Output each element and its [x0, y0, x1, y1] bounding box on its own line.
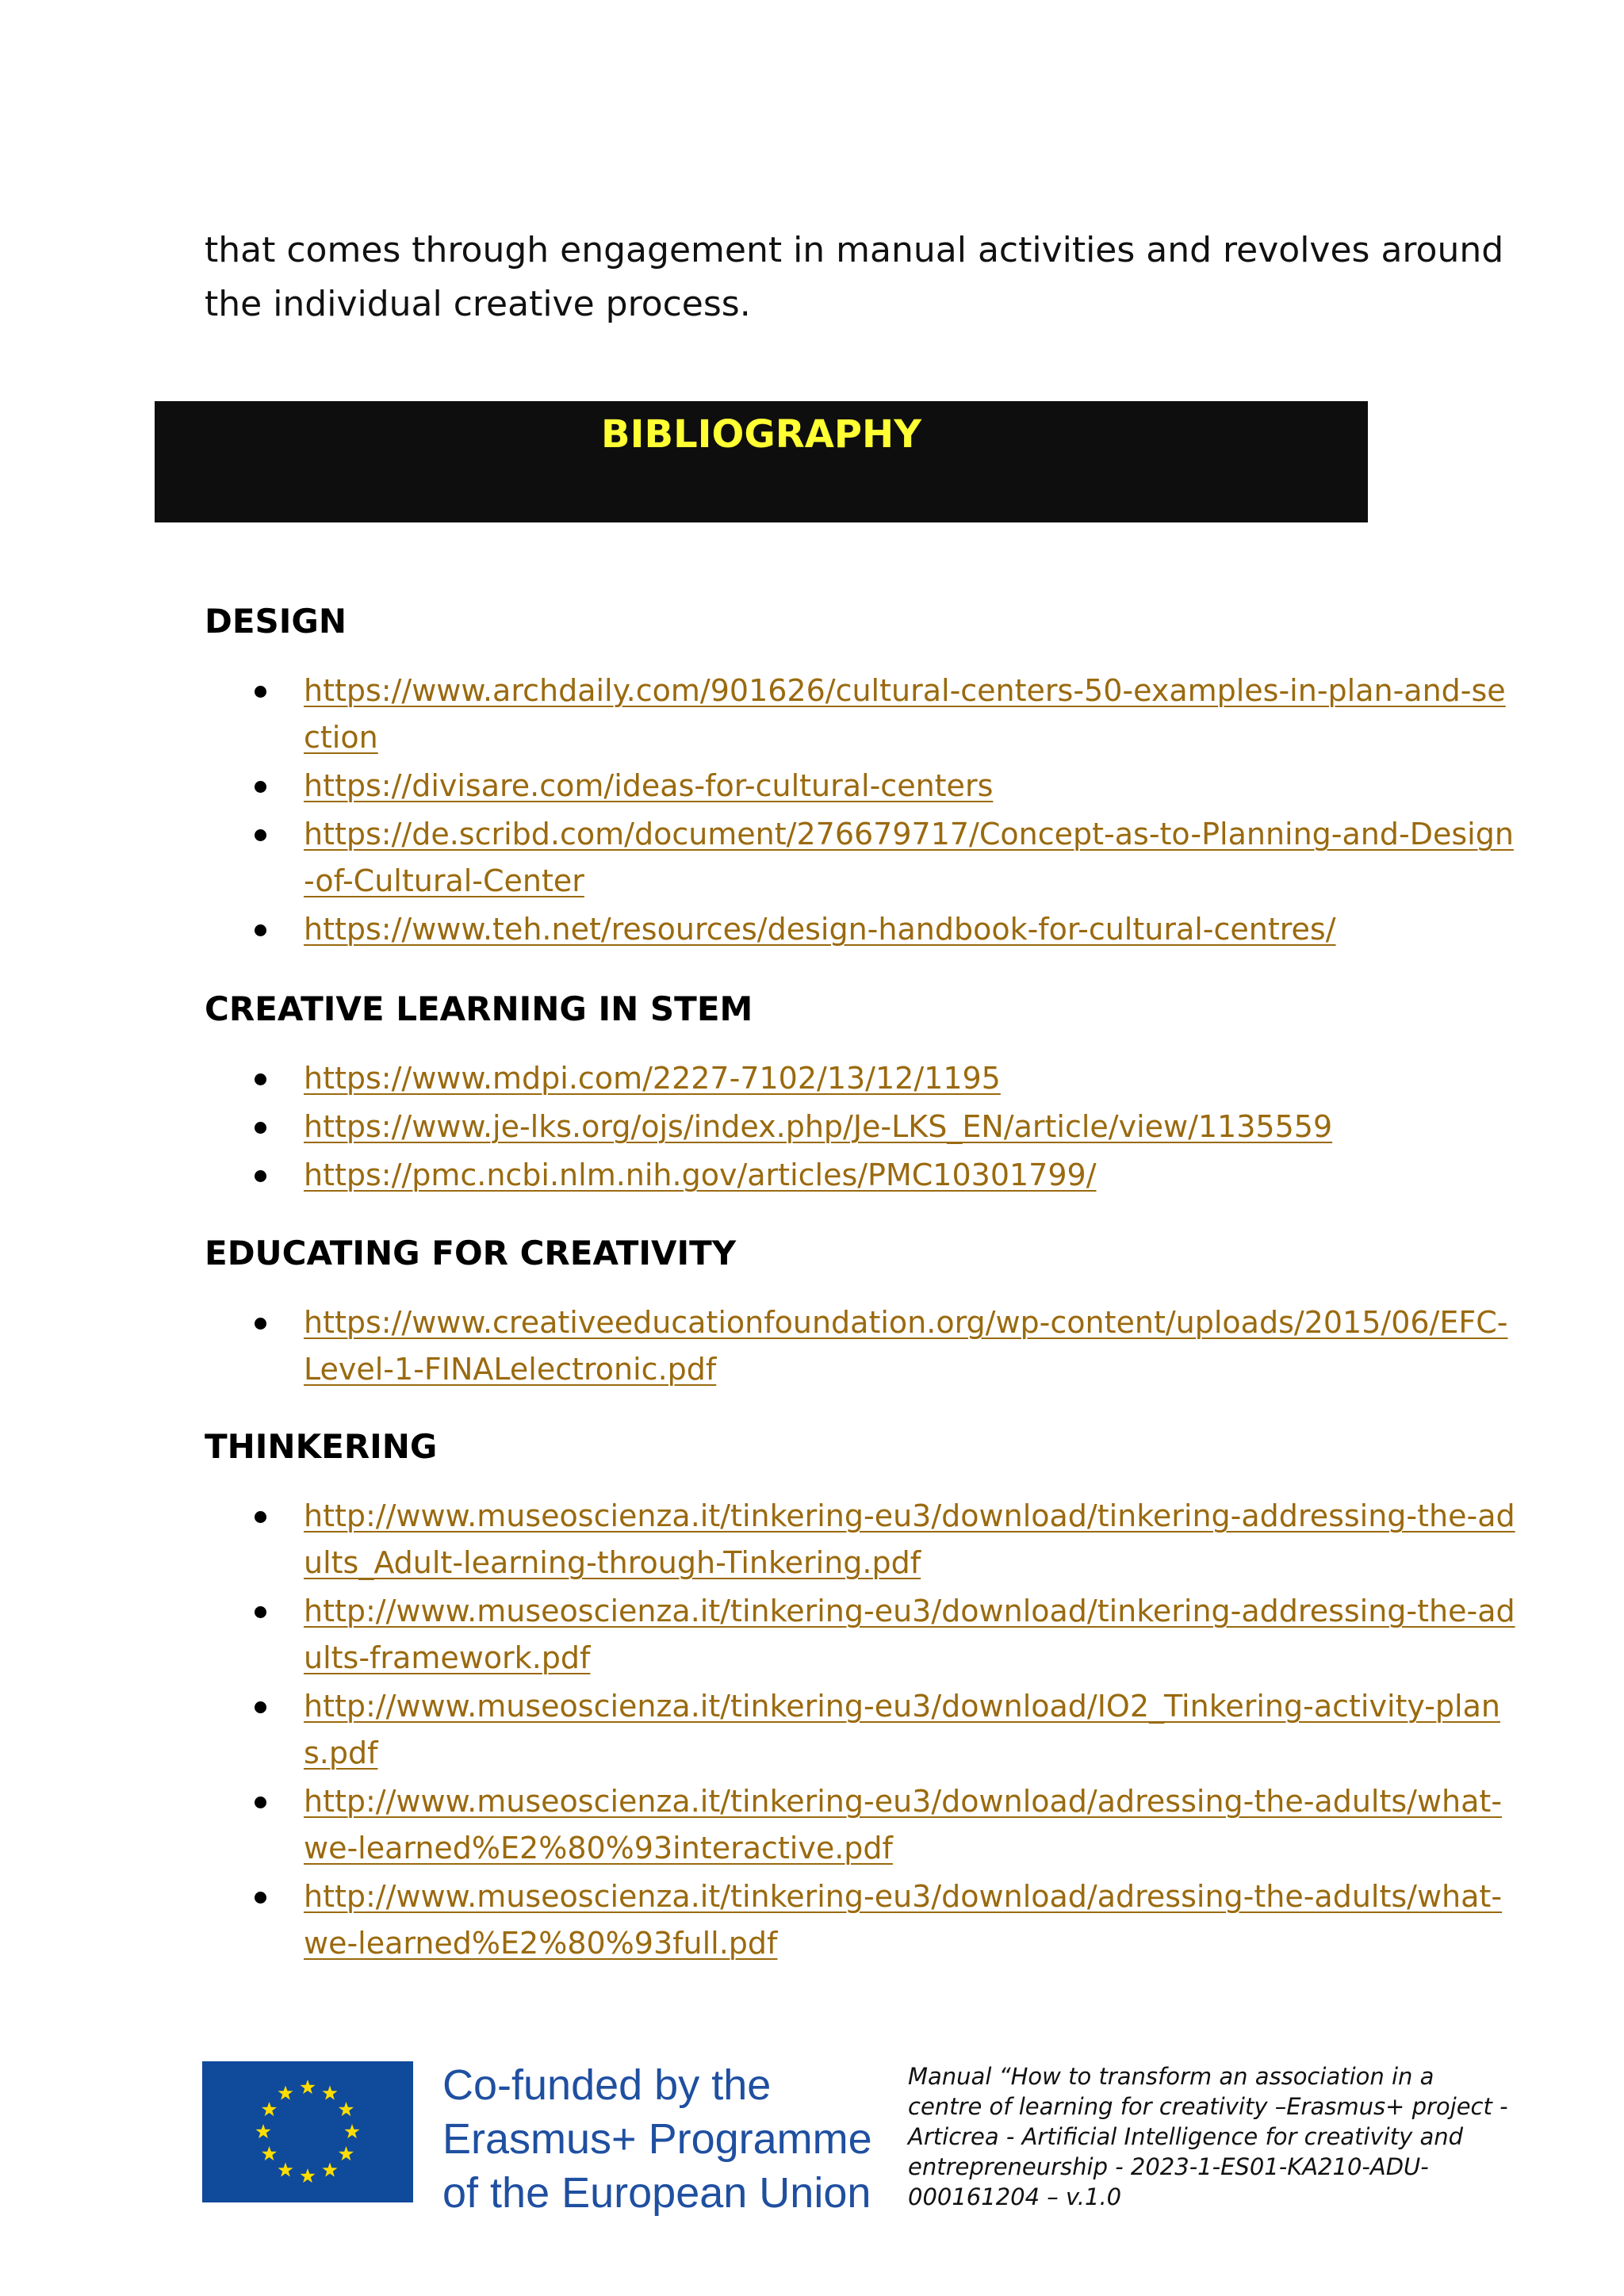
section-thinkering — [205, 1425, 1521, 1969]
link-list — [205, 668, 1521, 953]
list-item — [205, 1104, 1521, 1150]
star-icon — [278, 2086, 293, 2100]
bibliography-title: BIBLIOGRAPHY — [601, 412, 921, 457]
bibliography-link[interactable]: http://www.museoscienza.it/tinkering-eu3/download/IO2_Tinkering-activity-plans.pdf — [304, 1689, 1500, 1770]
list-item — [205, 763, 1521, 809]
bullet-icon — [255, 1318, 266, 1330]
link-list — [205, 1055, 1521, 1199]
section-creative-learning-stem — [205, 987, 1521, 1200]
section-heading: EDUCATING FOR CREATIVITY — [205, 1234, 737, 1272]
link-list — [205, 1493, 1521, 1967]
cofunded-line: Co-funded by the — [442, 2061, 772, 2109]
list-item — [205, 668, 1521, 761]
star-icon — [322, 2086, 337, 2100]
star-icon — [300, 2080, 315, 2094]
list-item — [205, 1873, 1521, 1967]
star-icon — [262, 2146, 277, 2160]
star-icon — [344, 2124, 359, 2138]
bibliography-banner — [155, 401, 1368, 522]
bullet-icon — [255, 1170, 266, 1182]
section-design — [205, 599, 1521, 955]
bullet-icon — [255, 1797, 266, 1808]
link-list — [205, 1299, 1521, 1393]
cofunded-label — [442, 2058, 902, 2220]
bullet-icon — [255, 1511, 266, 1523]
bibliography-link[interactable]: http://www.museoscienza.it/tinkering-eu3/download/tinkering-addressing-the-adults_Adult-learning-through-Tinkering.pdf — [304, 1498, 1515, 1580]
bibliography-link[interactable]: http://www.museoscienza.it/tinkering-eu3/download/adressing-the-adults/what-we-learned%E2%80%93interactive.pdf — [304, 1784, 1503, 1866]
bibliography-link[interactable]: https://www.teh.net/resources/design-handbook-for-cultural-centres/ — [304, 912, 1336, 947]
list-item — [205, 1588, 1521, 1682]
bibliography-link[interactable]: http://www.museoscienza.it/tinkering-eu3/download/adressing-the-adults/what-we-learned%E2%80%93full.pdf — [304, 1879, 1503, 1961]
star-icon — [339, 2102, 354, 2116]
list-item — [205, 906, 1521, 953]
star-icon — [278, 2163, 293, 2177]
bullet-icon — [255, 686, 266, 698]
list-item — [205, 1493, 1521, 1586]
bullet-icon — [255, 924, 266, 936]
manual-footnote: Manual “How to transform an association in a centre of learning for creativity –Erasmus+ project - Articrea - Artificial Intelligence for creativity and entrepreneurship - 2023-1-ES01-KA210-ADU-000161204 – v.1.0 — [908, 2063, 1508, 2210]
star-icon — [300, 2168, 315, 2183]
bullet-icon — [255, 781, 266, 793]
bibliography-link[interactable]: https://www.mdpi.com/2227-7102/13/12/1195 — [304, 1061, 1001, 1096]
section-heading: THINKERING — [205, 1427, 438, 1466]
list-item — [205, 1152, 1521, 1199]
list-item — [205, 811, 1521, 905]
star-icon — [339, 2146, 354, 2160]
bullet-icon — [255, 1122, 266, 1134]
bullet-icon — [255, 1606, 266, 1618]
cofunded-line: of the European Union — [442, 2169, 871, 2217]
star-icon — [322, 2163, 337, 2177]
bibliography-link[interactable]: https://www.creativeeducationfoundation.org/wp-content/uploads/2015/06/EFC-Level-1-FINALelectronic.pdf — [304, 1305, 1508, 1387]
list-item — [205, 1055, 1521, 1102]
bullet-icon — [255, 1701, 266, 1713]
bibliography-link[interactable]: https://www.archdaily.com/901626/cultural-centers-50-examples-in-plan-and-section — [304, 673, 1506, 755]
list-item — [205, 1683, 1521, 1777]
bibliography-link[interactable]: https://pmc.ncbi.nlm.nih.gov/articles/PMC10301799/ — [304, 1158, 1097, 1192]
bibliography-link[interactable]: https://www.je-lks.org/ojs/index.php/Je-LKS_EN/article/view/1135559 — [304, 1109, 1333, 1144]
intro-paragraph: that comes through engagement in manual activities and revolves around the individual creative process. — [205, 230, 1504, 324]
list-item — [205, 1299, 1521, 1393]
bullet-icon — [255, 1073, 266, 1085]
eu-flag-icon — [202, 2061, 413, 2202]
bibliography-link[interactable]: https://divisare.com/ideas-for-cultural-centers — [304, 768, 994, 803]
eu-flag-stars — [202, 2061, 413, 2202]
section-heading: CREATIVE LEARNING IN STEM — [205, 989, 753, 1028]
bullet-icon — [255, 1892, 266, 1904]
section-heading: DESIGN — [205, 602, 347, 641]
list-item — [205, 1778, 1521, 1872]
bibliography-link[interactable]: http://www.museoscienza.it/tinkering-eu3/download/tinkering-addressing-the-adults-framework.pdf — [304, 1594, 1515, 1675]
bibliography-link[interactable]: https://de.scribd.com/document/276679717/Concept-as-to-Planning-and-Design-of-Cultural-Center — [304, 817, 1514, 898]
bullet-icon — [255, 829, 266, 841]
star-icon — [255, 2124, 270, 2138]
star-icon — [262, 2102, 277, 2116]
section-educating-for-creativity — [205, 1231, 1521, 1395]
cofunded-line: Erasmus+ Programme — [442, 2115, 872, 2163]
